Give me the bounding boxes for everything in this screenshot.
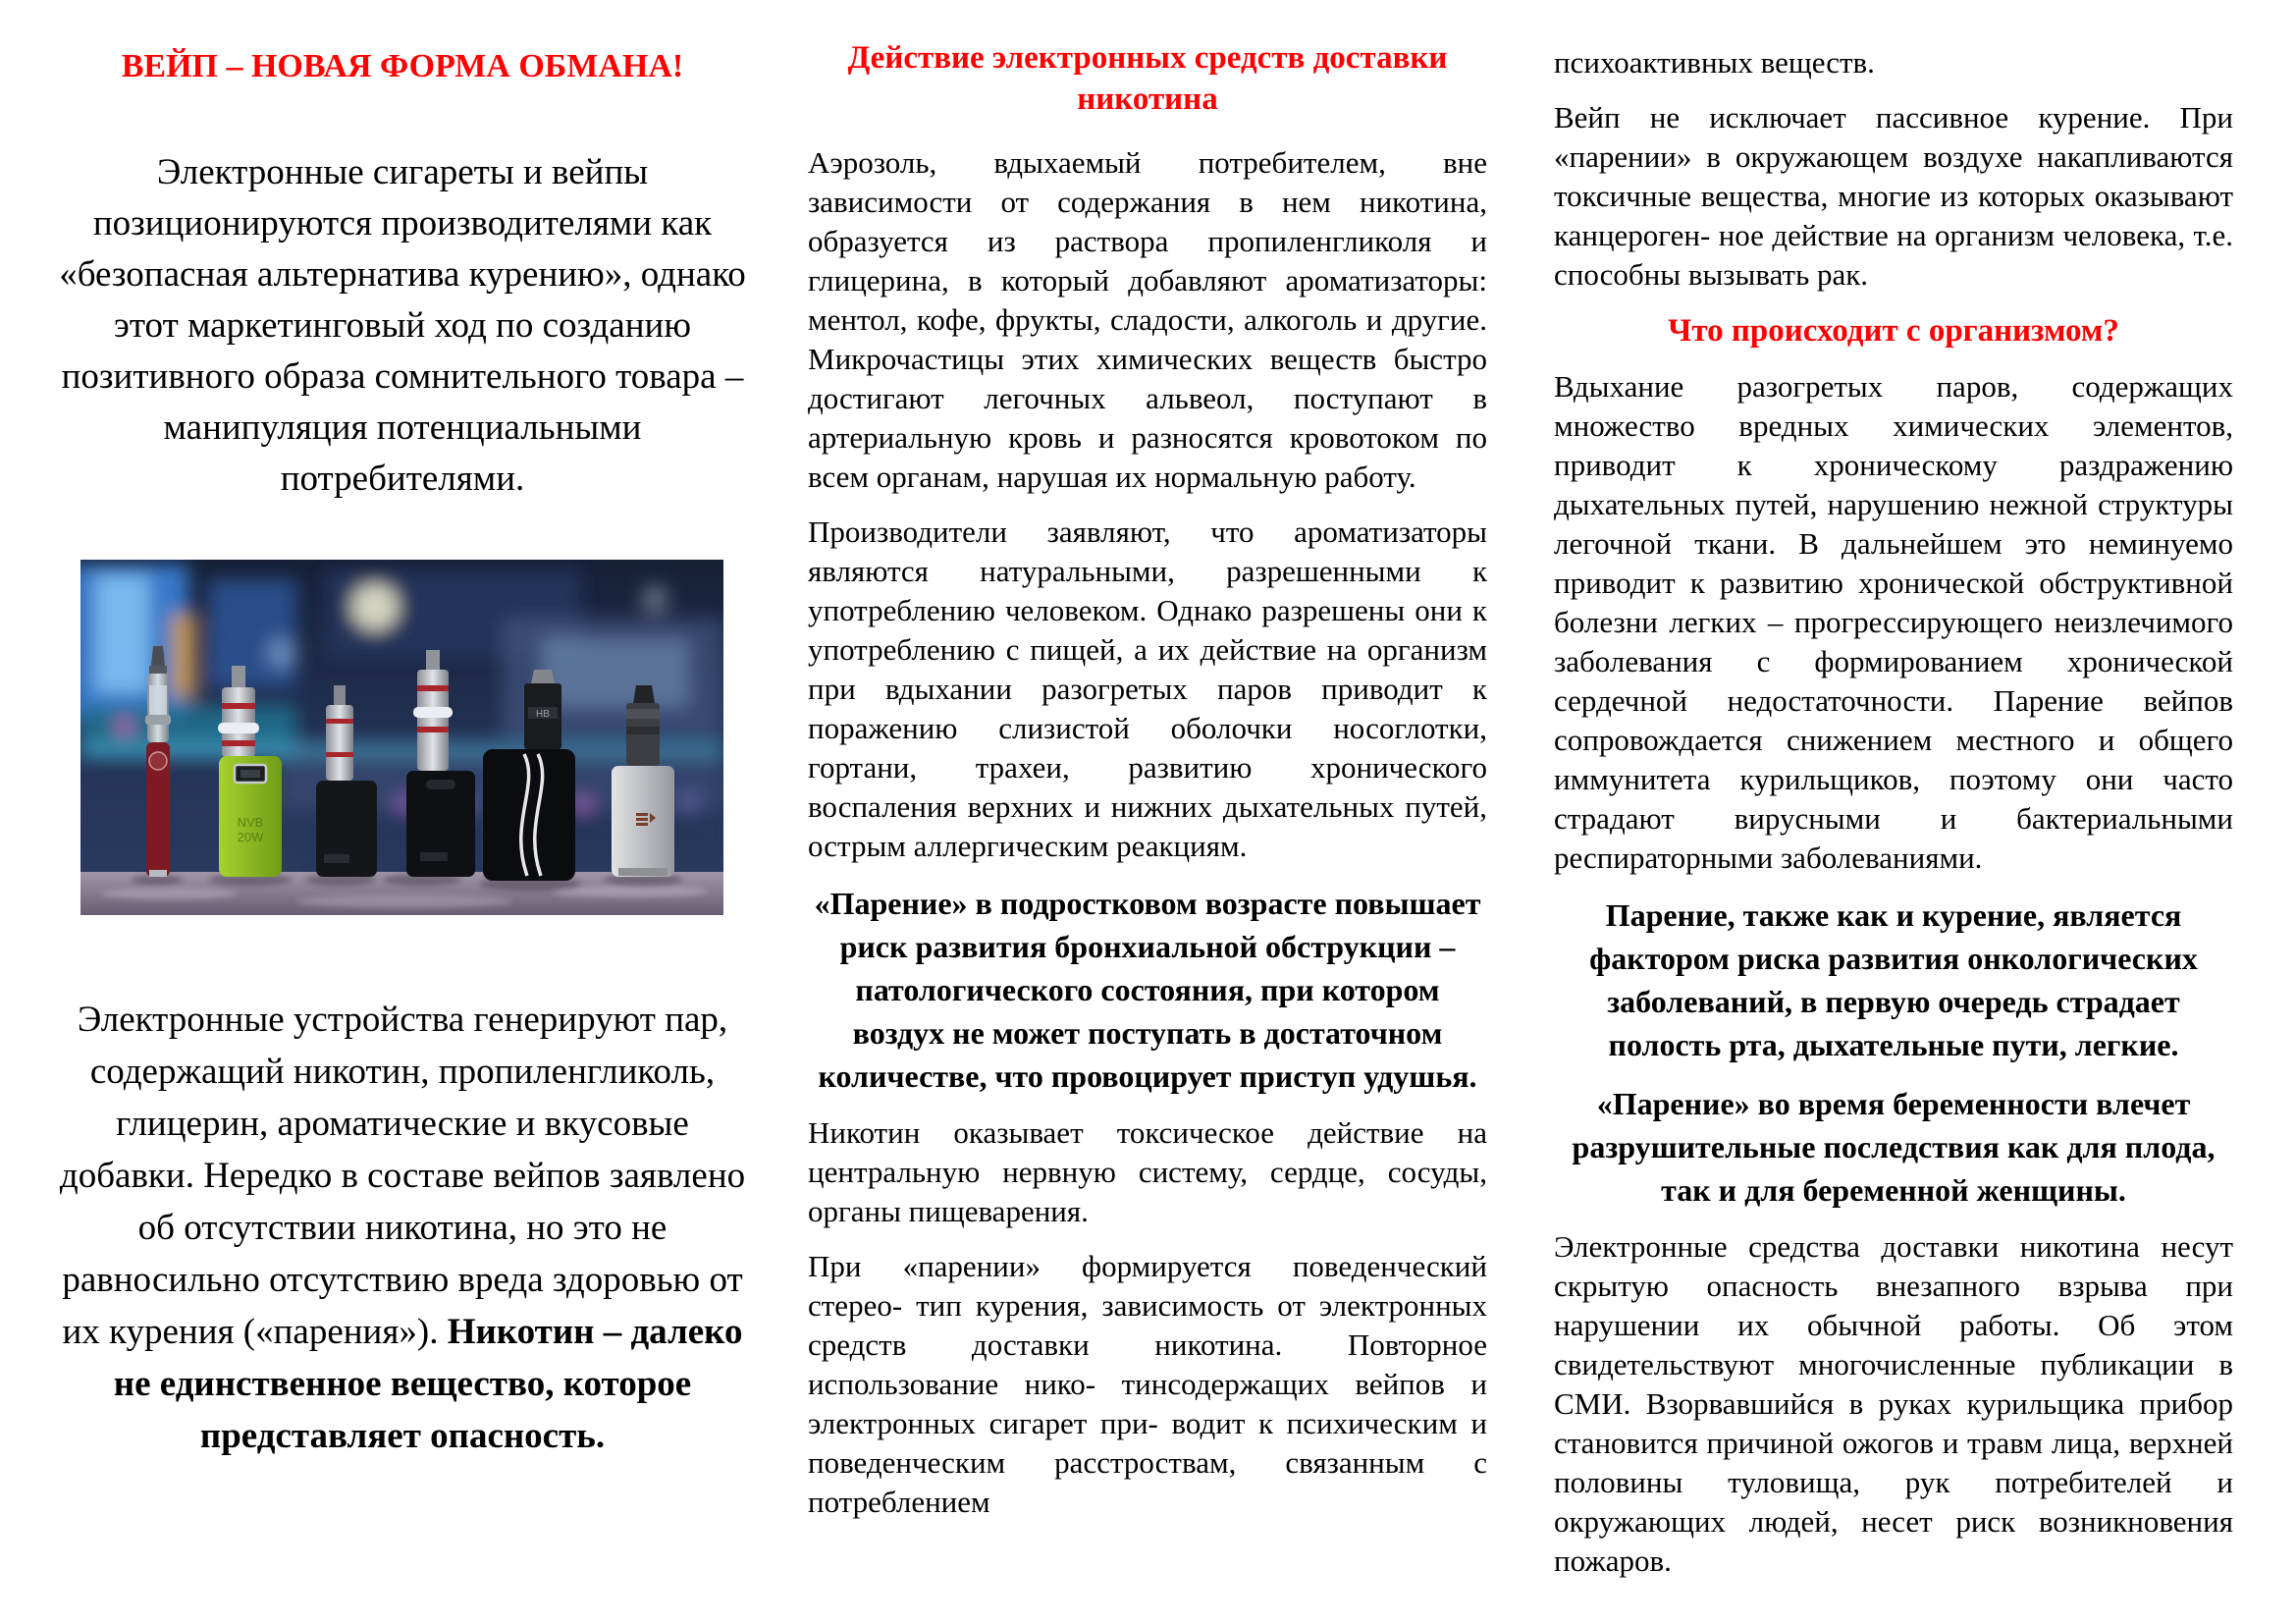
page-title: ВЕЙП – НОВАЯ ФОРМА ОБМАНА! xyxy=(121,48,684,84)
teen-vaping-callout: «Парение» в подростковом возрасте повышает риск развития бронхиальной обструкции – патологического состояния, при котором воздух не может поступать в достаточном количестве, что провоцирует приступ удушья. xyxy=(814,886,1481,1094)
pregnancy-callout: «Парение» во время беременности влечет разрушительные последствия как для плода, так и для беременной женщины. xyxy=(1572,1086,2216,1208)
behavior-pattern-paragraph: При «парении» формируется поведенческий стерео- тип курения, зависимость от электронных средств доставки никотина. Повторное использование нико- тинсодержащих вейпов и электронных сигарет при- водит к психическим и поведенческим расстроствам, связанным с потреблением xyxy=(808,1249,1487,1519)
svg-text:HB: HB xyxy=(536,709,550,720)
nicotine-toxicity-paragraph: Никотин оказывает токсическое действие на центральную нервную систему, сердце, сосуды, органы пищеварения. xyxy=(808,1115,1487,1228)
devices-paragraph xyxy=(59,994,746,1462)
aerosol-paragraph: Аэрозоль, вдыхаемый потребителем, вне зависимости от содержания в нем никотина, образуется из раствора пропиленгликоля и глицерина, в который добавляют ароматизаторы: ментол, кофе, фрукты, сладости, алкоголь и другие. Микрочастицы этих химических веществ быстро достигают легочных альвеол, поступают в артериальную кровь и разносятся кровотоком по всем органам, нарушая их нормальную работу. xyxy=(808,145,1487,494)
right-heading: Что происходит с организмом? xyxy=(1668,313,2119,349)
continuation-fragment: психоактивных веществ. xyxy=(1554,45,1875,80)
explosion-risk-paragraph: Электронные средства доставки никотина несут скрытую опасность внезапного взрыва при нарушении их обычной работы. Об этом свидетельствуют многочисленные публикации в СМИ. Взорвавшийся в руках курильщика прибор становится причиной ожогов и травм лица, верхней половины туловища, рук потребителей и окружающих людей, несет риск возникновения пожаров. xyxy=(1554,1229,2233,1578)
devices-paragraph-text: Электронные устройства генерируют пар, содержащий никотин, пропиленгликоль, глицерин, ароматические и вкусовые добавки. Нередко в составе вейпов заявлено об отсутствии никотина, но это не равносильно отсутствию вреда здоровью от их курения («парения»). xyxy=(59,1000,746,1352)
vape-pen-red xyxy=(145,646,171,877)
svg-text:NVB: NVB xyxy=(237,815,264,830)
nicotine-warning-bold: Никотин – далеко не единственное вещество, которое представляет опасность. xyxy=(113,1312,743,1456)
svg-text:20W: 20W xyxy=(237,830,264,844)
middle-heading: Действие электронных средств доставки никотина xyxy=(847,40,1448,117)
left-panel xyxy=(59,0,746,1462)
cancer-risk-callout: Парение, также как и курение, является фактором риска развития онкологических заболеваний, в первую очередь страдает полость рта, дыхательные пути, легкие. xyxy=(1589,897,2198,1062)
right-panel xyxy=(1554,0,2233,1597)
vape-devices-illustration xyxy=(80,560,723,915)
organism-effects-paragraph: Вдыхание разогретых паров, содержащих множество вредных химических элементов, приводит к хроническому раздражению дыхательных путей, нарушению нежной структуры легочной ткани. В дальнейшем это неминуемо приводит к развитию хронической обструктивной болезни легких – прогрессирующего неизлечимого заболевания с формированием хронической сердечной недостаточности. Парение вейпов сопровождается снижением местного и общего иммунитета курильщиков, поэтому они часто страдают вирусными и бактериальными респираторными заболеваниями. xyxy=(1554,369,2233,875)
flavorings-paragraph: Производители заявляют, что ароматизаторы являются натуральными, разрешенными к употреблению человеком. Однако разрешены они к употреблению с пищей, а их действие на организм при вдыхании разогретых паров приводит к поражению слизистой оболочки носоглотки, гортани, трахеи, развитию хронического воспаления верхних и нижних дыхательных путей, острым аллергическим реакциям. xyxy=(808,514,1487,863)
intro-paragraph: Электронные сигареты и вейпы позиционируются производителями как «безопасная альтернатива курению», однако этот маркетинговый ход по созданию позитивного образа сомнительного товара – манипуляция потенциальными потребителями. xyxy=(59,152,746,499)
passive-smoking-paragraph: Вейп не исключает пассивное курение. При «парении» в окружающем воздухе накапливаются токсичные вещества, многие из которых оказывают канцероген- ное действие на организм человека, т.е. способны вызывать рак. xyxy=(1554,100,2233,292)
middle-panel xyxy=(808,0,1487,1538)
vape-devices-photo xyxy=(80,560,723,915)
